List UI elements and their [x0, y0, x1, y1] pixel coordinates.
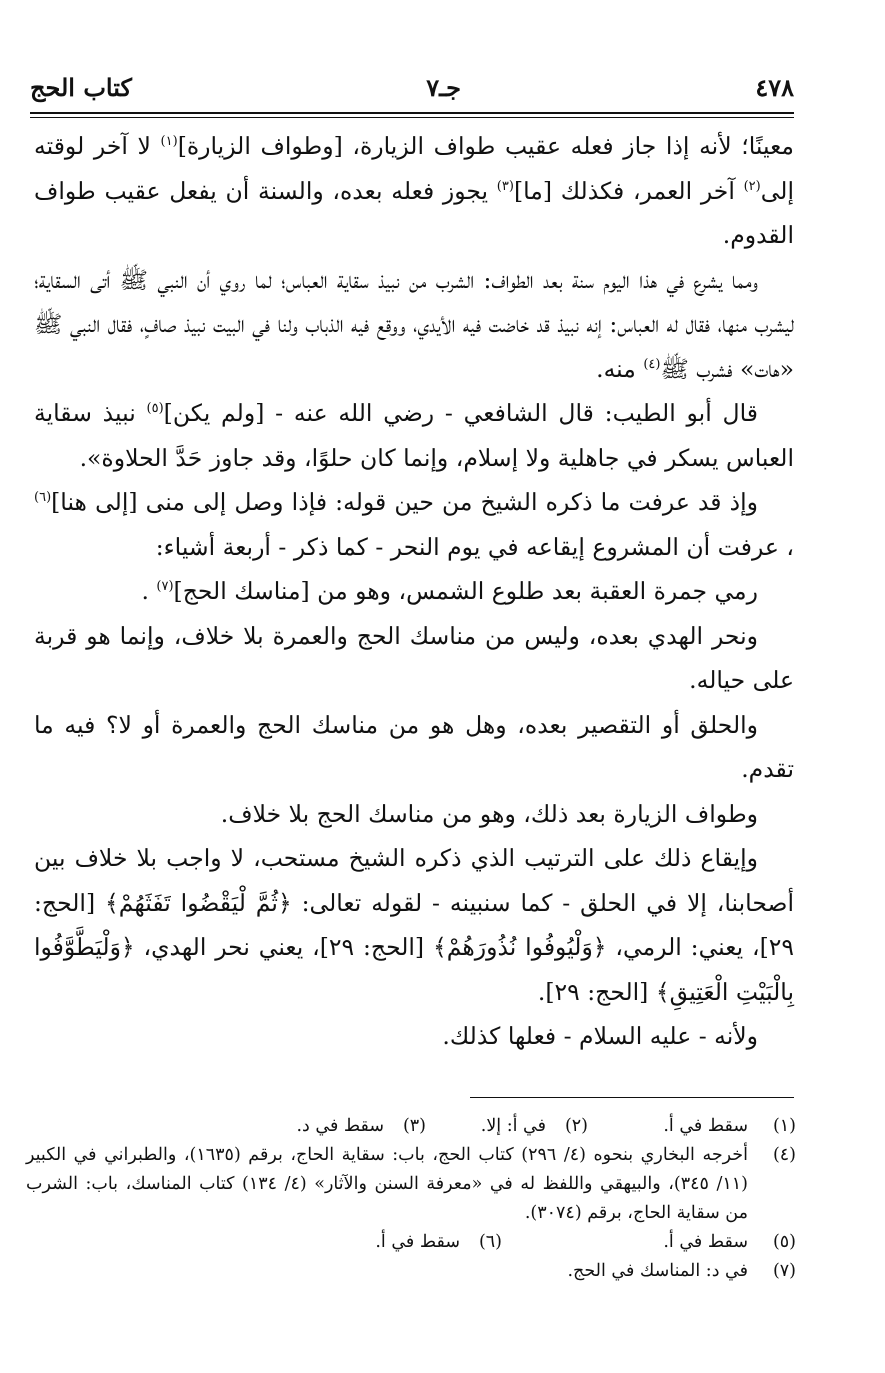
paragraph-9: وإيقاع ذلك على الترتيب الذي ذكره الشيخ مستحب، لا واجب بلا خلاف بين أصحابنا، إلا في الحلق - كما سنبينه - لقوله تعالى: ﴿ثُمَّ لْيَقْضُوا تَفَثَهُمْ﴾ [الحج: ٢٩]، يعني: الرمي، ﴿وَلْيُوفُوا نُذُورَهُمْ﴾ [الحج: ٢٩]، يعني نحر الهدي، ﴿وَلْيَطَّوَّفُوا بِالْبَيْتِ الْعَتِيقِ﴾ [الحج: ٢٩]. [34, 844, 794, 1006]
page-number: ٤٧٨ [755, 72, 794, 102]
footnote-text: سقط في أ. [375, 1232, 460, 1252]
book-title: كتاب الحج [30, 72, 132, 102]
footnote-number: (٢) [564, 1116, 588, 1136]
footnote-number: (٥) [772, 1232, 796, 1252]
footnote-number: (٦) [478, 1232, 502, 1252]
running-header [30, 72, 794, 102]
footnote-ref[interactable]: (٣) [496, 178, 514, 194]
footnote-ref[interactable]: (٧) [156, 579, 174, 595]
footnote-4 [26, 1141, 796, 1228]
footnote-ref[interactable]: (٦) [34, 490, 52, 506]
footnote-number: (٤) [772, 1145, 796, 1165]
footnote-text: سقط في د. [296, 1116, 384, 1136]
footnote-text: في د: المناسك في الحج. [567, 1261, 748, 1281]
paragraph-4: وإذ قد عرفت ما ذكره الشيخ من حين قوله: فإذا وصل إلى منى [إلى هنا]$^{(٦)}$ ، عرفت أن المشروع إيقاعه في يوم النحر - كما ذكر - أربعة أشياء: [34, 488, 794, 561]
paragraph-5: رمي جمرة العقبة بعد طلوع الشمس، وهو من [مناسك الحج]$^{(٧)}$ . [141, 577, 758, 605]
main-text [34, 124, 794, 1059]
footnote-text: في أ: إلا. [480, 1116, 546, 1136]
footnote-ref[interactable]: (٢) [743, 178, 761, 194]
paragraph-2: ومما يشرع في هذا اليوم سنة بعد الطواف: الشرب من نبيذ سقاية العباس؛ لما روي أن النبي ﷺ أتى السقاية؛ ليشرب منها، فقال له العباس: إنه نبيذ قد خاضت فيه الأيدي، ووقع فيه الذباب ولنا في البيت نبيذ صافٍ، فقال النبي ﷺ «هات» فشرب ﷺ$^{(٤)}$ منه. [34, 265, 794, 383]
footnote-divider [470, 1097, 794, 1098]
footnote-7 [26, 1257, 796, 1286]
footnote-ref[interactable]: (٤) [643, 356, 661, 372]
paragraph-3: قال أبو الطيب: قال الشافعي - رضي الله عنه - [ولم يكن]$^{(٥)}$ نبيذ سقاية العباس يسكر في جاهلية ولا إسلام، وإنما كان حلوًا، وقد جاوز حَدَّ الحلاوة». [34, 399, 794, 472]
footnote-text: أخرجه البخاري بنحوه (٤/ ٢٩٦) كتاب الحج، باب: سقاية الحاج، برقم (١٦٣٥)، والطبراني في الكبير (١١/ ٣٤٥)، والبيهقي واللفظ له في «معرفة السنن والآثار» (٤/ ١٣٤) كتاب المناسك، باب: الشرب من سقاية الحاج، برقم (٣٠٧٤). [26, 1145, 748, 1223]
footnote-row-1-3 [26, 1112, 796, 1141]
paragraph-10: ولأنه - عليه السلام - فعلها كذلك. [442, 1022, 758, 1050]
paragraph-8: وطواف الزيارة بعد ذلك، وهو من مناسك الحج بلا خلاف. [220, 799, 758, 828]
footnote-text: سقط في أ. [663, 1232, 748, 1252]
paragraph-1: معينًا؛ لأنه إذا جاز فعله عقيب طواف الزيارة، [وطواف الزيارة]$^{(١)}$ لا آخر لوقته إلى$^{(٢)}$ آخر العمر، فكذلك [ما]$^{(٣)}$ يجوز فعله بعده، والسنة أن يفعل عقيب طواف القدوم. [34, 132, 794, 249]
footnotes [26, 1112, 796, 1286]
footnote-text: سقط في أ. [663, 1116, 748, 1136]
footnote-row-5-6 [26, 1228, 796, 1257]
paragraph-7: والحلق أو التقصير بعده، وهل هو من مناسك الحج والعمرة أو لا؟ فيه ما تقدم. [34, 710, 794, 783]
footnote-number: (٧) [772, 1261, 796, 1281]
footnote-number: (١) [772, 1116, 796, 1136]
footnote-number: (٣) [402, 1116, 426, 1136]
footnote-ref[interactable]: (١) [160, 134, 178, 150]
footnote-ref[interactable]: (٥) [146, 401, 164, 417]
header-divider [30, 112, 794, 118]
volume-label: جـ٧ [426, 72, 461, 102]
paragraph-6: ونحر الهدي بعده، وليس من مناسك الحج والعمرة بلا خلاف، وإنما هو قربة على حياله. [34, 621, 794, 694]
